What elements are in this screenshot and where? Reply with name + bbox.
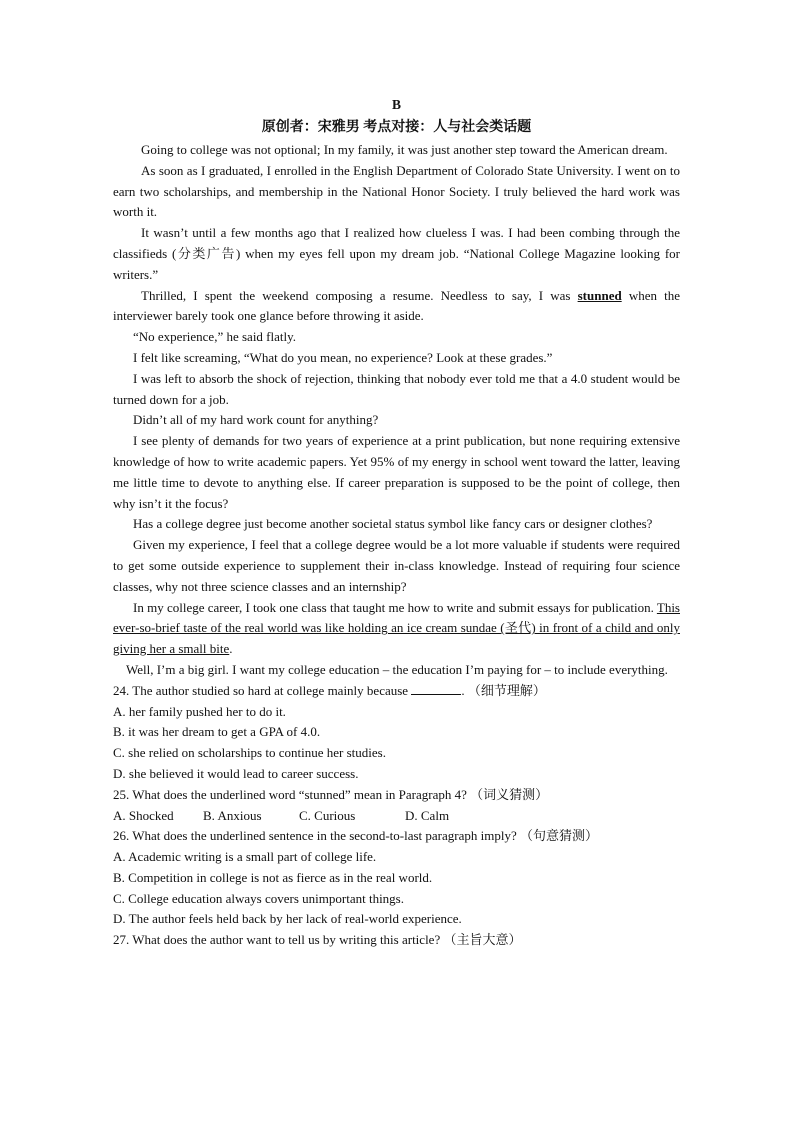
question-26: 26. What does the underlined sentence in the second-to-last paragraph imply? （句意猜测）: [113, 828, 598, 844]
paragraph-12-end: .: [229, 641, 233, 657]
question-list: [113, 681, 680, 951]
options-25: [113, 806, 680, 827]
question-24: [113, 681, 680, 702]
document-page: [113, 96, 680, 951]
question-24-tag: . （细节理解）: [461, 682, 546, 698]
paragraph-4-start: Thrilled, I spent the weekend composing a resume. Needless to say, I was: [141, 287, 578, 303]
question-24-stem: 24. The author studied so hard at college mainly because: [113, 682, 412, 698]
option-26-d: D. The author feels held back by her lack of real-world experience.: [113, 911, 462, 927]
paragraph-10: Has a college degree just become another societal status symbol like fancy cars or designer clothes?: [133, 516, 653, 532]
option-26-c: C. College education always covers unimportant things.: [113, 890, 404, 906]
section-subtitle: 原创者：宋雅男 考点对接：人与社会类话题: [261, 120, 532, 135]
option-26-a: A. Academic writing is a small part of college life.: [113, 849, 377, 865]
paragraph-3: It wasn’t until a few months ago that I realized how clueless I was. I had been combing through the classifieds (分类广告) when my eyes fell upon my dream job. “National College Magazine looking for writers.”: [113, 225, 680, 282]
paragraph-1: Going to college was not optional; In my family, it was just another step toward the American dream.: [141, 142, 668, 157]
paragraph-4-end: when the interviewer barely took one glance before throwing it aside.: [113, 287, 680, 324]
option-24-b: B. it was her dream to get a GPA of 4.0.: [113, 724, 321, 740]
paragraph-11: Given my experience, I feel that a college degree would be a lot more valuable if students were required to get some outside experience to supplement their in-class knowledge. Instead of requiring four science classes, why not three science classes and an internship?: [113, 537, 680, 594]
option-24-c: C. she relied on scholarships to continue her studies.: [113, 745, 386, 761]
reading-passage: [113, 140, 680, 681]
paragraph-13: Well, I’m a big girl. I want my college education – the education I’m paying for – to include everything.: [126, 661, 668, 677]
paragraph-4: [113, 286, 680, 328]
paragraph-2: As soon as I graduated, I enrolled in the English Department of Colorado State University. I went on to earn two scholarships, and membership in the National Honor Society. I truly believed the hard work was worth it.: [113, 162, 680, 220]
underlined-word-stunned: stunned: [577, 287, 622, 303]
underlined-sentence: This ever-so-brief taste of the real world was like holding an ice cream sundae (圣代) in front of a child and only giving her a small bite: [113, 599, 680, 657]
option-25-c: C. Curious: [299, 807, 356, 823]
option-25-a: A. Shocked: [113, 807, 174, 823]
option-24-d: D. she believed it would lead to career success.: [113, 765, 359, 781]
answer-blank: [411, 682, 461, 695]
question-27: 27. What does the author want to tell us by writing this article? （主旨大意）: [113, 932, 522, 948]
option-25-d: D. Calm: [405, 807, 450, 823]
paragraph-5: “No experience,” he said flatly.: [133, 329, 297, 345]
paragraph-7: I was left to absorb the shock of rejection, thinking that nobody ever told me that a 4.0 student would be turned down for a job.: [113, 370, 680, 407]
paragraph-9: I see plenty of demands for two years of experience at a print publication, but none requiring extensive knowledge of how to write academic papers. Yet 95% of my energy in school went toward the latter, leaving me little time to devote to anything else. If career preparation is supposed to be the point of college, then why isn’t it the focus?: [113, 433, 680, 511]
paragraph-8: Didn’t all of my hard work count for anything?: [133, 412, 379, 428]
paragraph-12: [113, 598, 680, 660]
option-24-a: A. her family pushed her to do it.: [113, 703, 286, 719]
paragraph-6: I felt like screaming, “What do you mean, no experience? Look at these grades.”: [133, 349, 553, 365]
paragraph-12-start: In my college career, I took one class that taught me how to write and submit essays for publication.: [133, 599, 657, 615]
option-26-b: B. Competition in college is not as fierce as in the real world.: [113, 869, 433, 885]
section-letter: B: [391, 97, 401, 112]
option-25-b: B. Anxious: [203, 807, 262, 823]
question-25: 25. What does the underlined word “stunned” mean in Paragraph 4? （词义猜测）: [113, 786, 549, 802]
